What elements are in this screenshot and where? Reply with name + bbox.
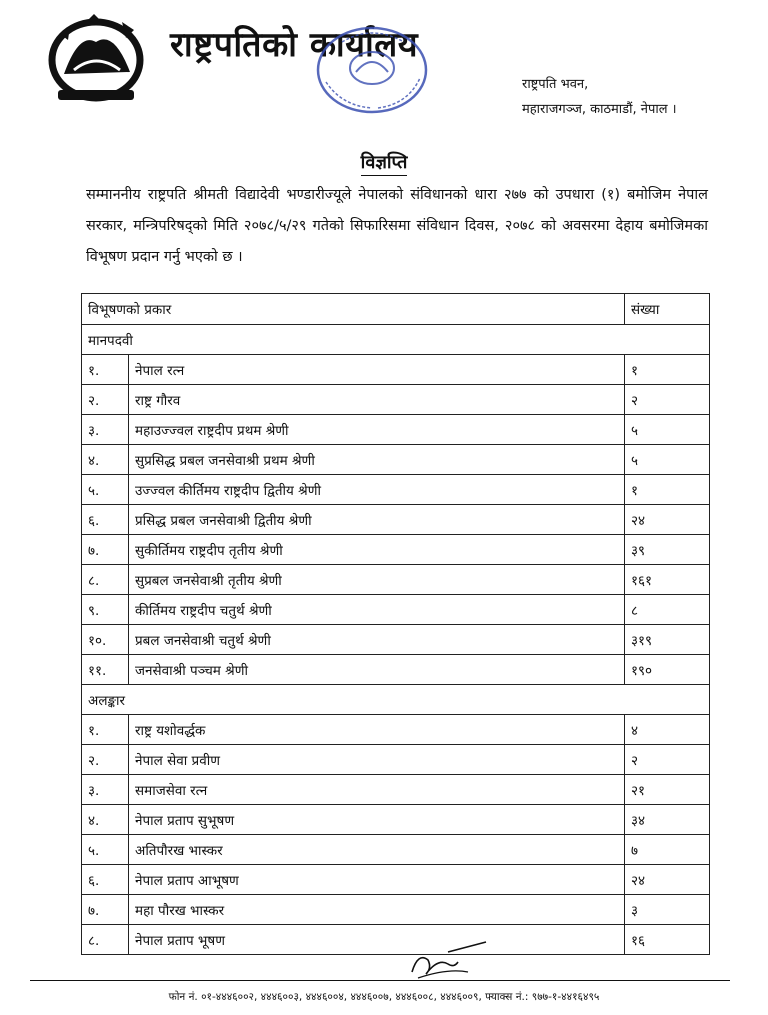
decoration-name: सुप्रसिद्ध प्रबल जनसेवाश्री प्रथम श्रेणी — [129, 445, 625, 475]
decoration-name: नेपाल प्रताप आभूषण — [129, 865, 625, 895]
table-row — [82, 595, 710, 625]
section-row — [82, 685, 710, 715]
decoration-count: ३ — [625, 895, 710, 925]
table-row — [82, 355, 710, 385]
table-row — [82, 535, 710, 565]
table-header-row — [82, 294, 710, 325]
row-number: १०. — [82, 625, 129, 655]
row-number: ४. — [82, 805, 129, 835]
row-number: २. — [82, 745, 129, 775]
table-row — [82, 505, 710, 535]
row-number: २. — [82, 385, 129, 415]
decoration-count: १ — [625, 475, 710, 505]
decoration-name: अतिपौरख भास्कर — [129, 835, 625, 865]
decoration-name: प्रबल जनसेवाश्री चतुर्थ श्रेणी — [129, 625, 625, 655]
decoration-name: जनसेवाश्री पञ्चम श्रेणी — [129, 655, 625, 685]
section-title: अलङ्कार — [82, 685, 710, 715]
decoration-count: ३९ — [625, 535, 710, 565]
row-number: ४. — [82, 445, 129, 475]
section-row — [82, 325, 710, 355]
office-title: राष्ट्रपतिको कार्यालय — [170, 25, 419, 65]
footer-rule — [30, 980, 730, 981]
decoration-count: १ — [625, 355, 710, 385]
decoration-name: सुकीर्तिमय राष्ट्रदीप तृतीय श्रेणी — [129, 535, 625, 565]
decoration-name: उज्ज्वल कीर्तिमय राष्ट्रदीप द्वितीय श्रेणी — [129, 475, 625, 505]
decoration-count: ३१९ — [625, 625, 710, 655]
row-number: ९. — [82, 595, 129, 625]
table-row — [82, 775, 710, 805]
decoration-count: २४ — [625, 505, 710, 535]
row-number: ६. — [82, 865, 129, 895]
decoration-name: कीर्तिमय राष्ट्रदीप चतुर्थ श्रेणी — [129, 595, 625, 625]
section-title: मानपदवी — [82, 325, 710, 355]
notice-heading-text: विज्ञप्ति — [361, 152, 408, 176]
column-header-type: विभूषणको प्रकार — [82, 294, 625, 325]
decoration-name: राष्ट्र गौरव — [129, 385, 625, 415]
table-row — [82, 715, 710, 745]
row-number: ५. — [82, 835, 129, 865]
row-number: १. — [82, 715, 129, 745]
table-row — [82, 865, 710, 895]
table-row — [82, 745, 710, 775]
national-emblem-icon — [44, 12, 148, 104]
row-number: ११. — [82, 655, 129, 685]
table-row — [82, 625, 710, 655]
row-number: ६. — [82, 505, 129, 535]
table-row — [82, 385, 710, 415]
signature — [408, 938, 490, 980]
decoration-count: २४ — [625, 865, 710, 895]
decoration-count: ४ — [625, 715, 710, 745]
row-number: ८. — [82, 565, 129, 595]
table-row — [82, 415, 710, 445]
table-row — [82, 925, 710, 955]
decoration-count: ३४ — [625, 805, 710, 835]
decoration-count: १६१ — [625, 565, 710, 595]
decoration-count: १६ — [625, 925, 710, 955]
row-number: ८. — [82, 925, 129, 955]
table-row — [82, 835, 710, 865]
row-number: ५. — [82, 475, 129, 505]
decoration-count: २ — [625, 745, 710, 775]
row-number: १. — [82, 355, 129, 385]
decoration-name: सुप्रबल जनसेवाश्री तृतीय श्रेणी — [129, 565, 625, 595]
decoration-name: नेपाल प्रताप सुभूषण — [129, 805, 625, 835]
decoration-count: ७ — [625, 835, 710, 865]
row-number: ७. — [82, 895, 129, 925]
address-line-1: राष्ट्रपति भवन, — [522, 77, 589, 92]
decoration-count: २ — [625, 385, 710, 415]
decoration-count: १९० — [625, 655, 710, 685]
decoration-name: नेपाल प्रताप भूषण — [129, 925, 625, 955]
decorations-table-body — [82, 294, 710, 955]
decoration-name: नेपाल रत्न — [129, 355, 625, 385]
notice-paragraph: सम्माननीय राष्ट्रपति श्रीमती विद्यादेवी भण्डारीज्यूले नेपालको संविधानको धारा २७७ को उपधारा (१) बमोजिम नेपाल सरकार, मन्त्रिपरिषद्को मिति २०७८/५/२९ गतेको सिफारिसमा संविधान दिवस, २०७८ को अवसरमा देहाय बमोजिमका विभूषण प्रदान गर्नु भएको छ । — [86, 187, 708, 265]
table-row — [82, 475, 710, 505]
table-row — [82, 895, 710, 925]
address-line-2: महाराजगञ्ज, काठमाडौं, नेपाल । — [522, 102, 677, 117]
decoration-count: ८ — [625, 595, 710, 625]
office-address — [522, 72, 677, 122]
table-row — [82, 565, 710, 595]
decoration-name: नेपाल सेवा प्रवीण — [129, 745, 625, 775]
notice-heading — [0, 150, 768, 174]
column-header-count: संख्या — [625, 294, 710, 325]
decoration-name: प्रसिद्ध प्रबल जनसेवाश्री द्वितीय श्रेणी — [129, 505, 625, 535]
footer-contact: फोन नं. ०१-४४४६००२, ४४४६००३, ४४४६००४, ४४४६००७, ४४४६००८, ४४४६००९, फ्याक्स नं.: ९७७-१-४४१६४९५ — [168, 991, 600, 1003]
table-row — [82, 445, 710, 475]
row-number: ७. — [82, 535, 129, 565]
office-stamp — [312, 22, 432, 118]
table-row — [82, 805, 710, 835]
decoration-name: महा पौरख भास्कर — [129, 895, 625, 925]
row-number: ३. — [82, 415, 129, 445]
table-row — [82, 655, 710, 685]
decoration-count: ५ — [625, 415, 710, 445]
decoration-count: २१ — [625, 775, 710, 805]
decorations-table — [81, 293, 710, 955]
row-number: ३. — [82, 775, 129, 805]
decoration-name: समाजसेवा रत्न — [129, 775, 625, 805]
decoration-name: राष्ट्र यशोवर्द्धक — [129, 715, 625, 745]
decoration-name: महाउज्ज्वल राष्ट्रदीप प्रथम श्रेणी — [129, 415, 625, 445]
decoration-count: ५ — [625, 445, 710, 475]
